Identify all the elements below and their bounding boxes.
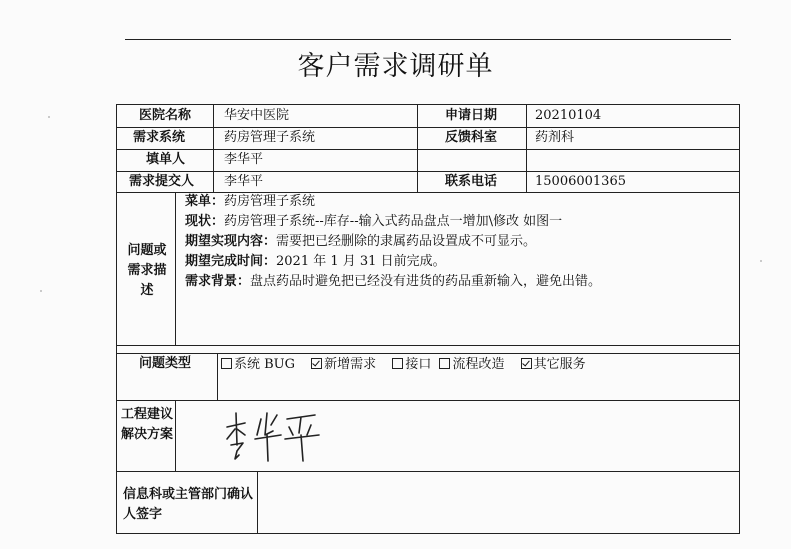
top-rule [125,39,731,40]
submitter-value: 李华平 [224,174,264,189]
option-other-service[interactable]: 其它服务 [521,357,586,372]
problem-type-label: 问题类型 [139,356,192,371]
description-content [185,192,601,292]
checkbox-checked-icon [521,358,532,369]
checkbox-checked-icon [311,358,322,369]
checkbox-icon [439,358,450,369]
page-title: 客户需求调研单 [297,51,494,82]
checkbox-icon [392,358,403,369]
hospital-label: 医院名称 [139,108,192,123]
description-label: 问题或需求描述 [127,243,167,298]
phone-value: 15006001365 [535,174,626,189]
scan-mark [40,290,42,292]
option-process-improvement[interactable]: 流程改造 [439,357,504,372]
system-value: 药房管理子系统 [224,130,316,145]
confirm-label: 信息科或主管部门确认人签字 [123,487,254,522]
scan-mark [760,260,762,262]
hospital-value: 华安中医院 [224,108,290,123]
date-label: 申请日期 [445,108,498,123]
problem-type-options [221,356,598,374]
scan-mark [48,116,50,118]
submitter-label: 需求提交人 [129,174,195,189]
request-form [116,104,740,534]
checkbox-icon [221,358,232,369]
option-system-bug[interactable]: 系统 BUG [221,357,295,372]
filler-label: 填单人 [146,152,186,167]
filler-value: 李华平 [224,152,264,167]
signature-icon [221,405,331,465]
system-label: 需求系统 [133,130,186,145]
date-value: 20210104 [535,108,602,123]
menu-line: 菜单：药房管理子系统 [185,194,316,209]
dept-value: 药剂科 [535,130,575,145]
background-line: 需求背景：盘点药品时避免把已经没有进货的药品重新输入，避免出错。 [185,274,602,289]
option-new-requirement[interactable]: 新增需求 [311,357,376,372]
engineering-label: 工程建议解决方案 [121,407,174,442]
phone-label: 联系电话 [445,174,498,189]
deadline-line: 期望完成时间：2021 年 1 月 31 日前完成。 [185,254,446,269]
status-line: 现状：药房管理子系统--库存--输入式药品盘点一增加\修改 如图一 [185,214,563,229]
expected-line: 期望实现内容：需要把已经删除的隶属药品设置成不可显示。 [185,234,537,249]
option-interface[interactable]: 接口 [392,357,431,372]
dept-label: 反馈科室 [445,130,498,145]
